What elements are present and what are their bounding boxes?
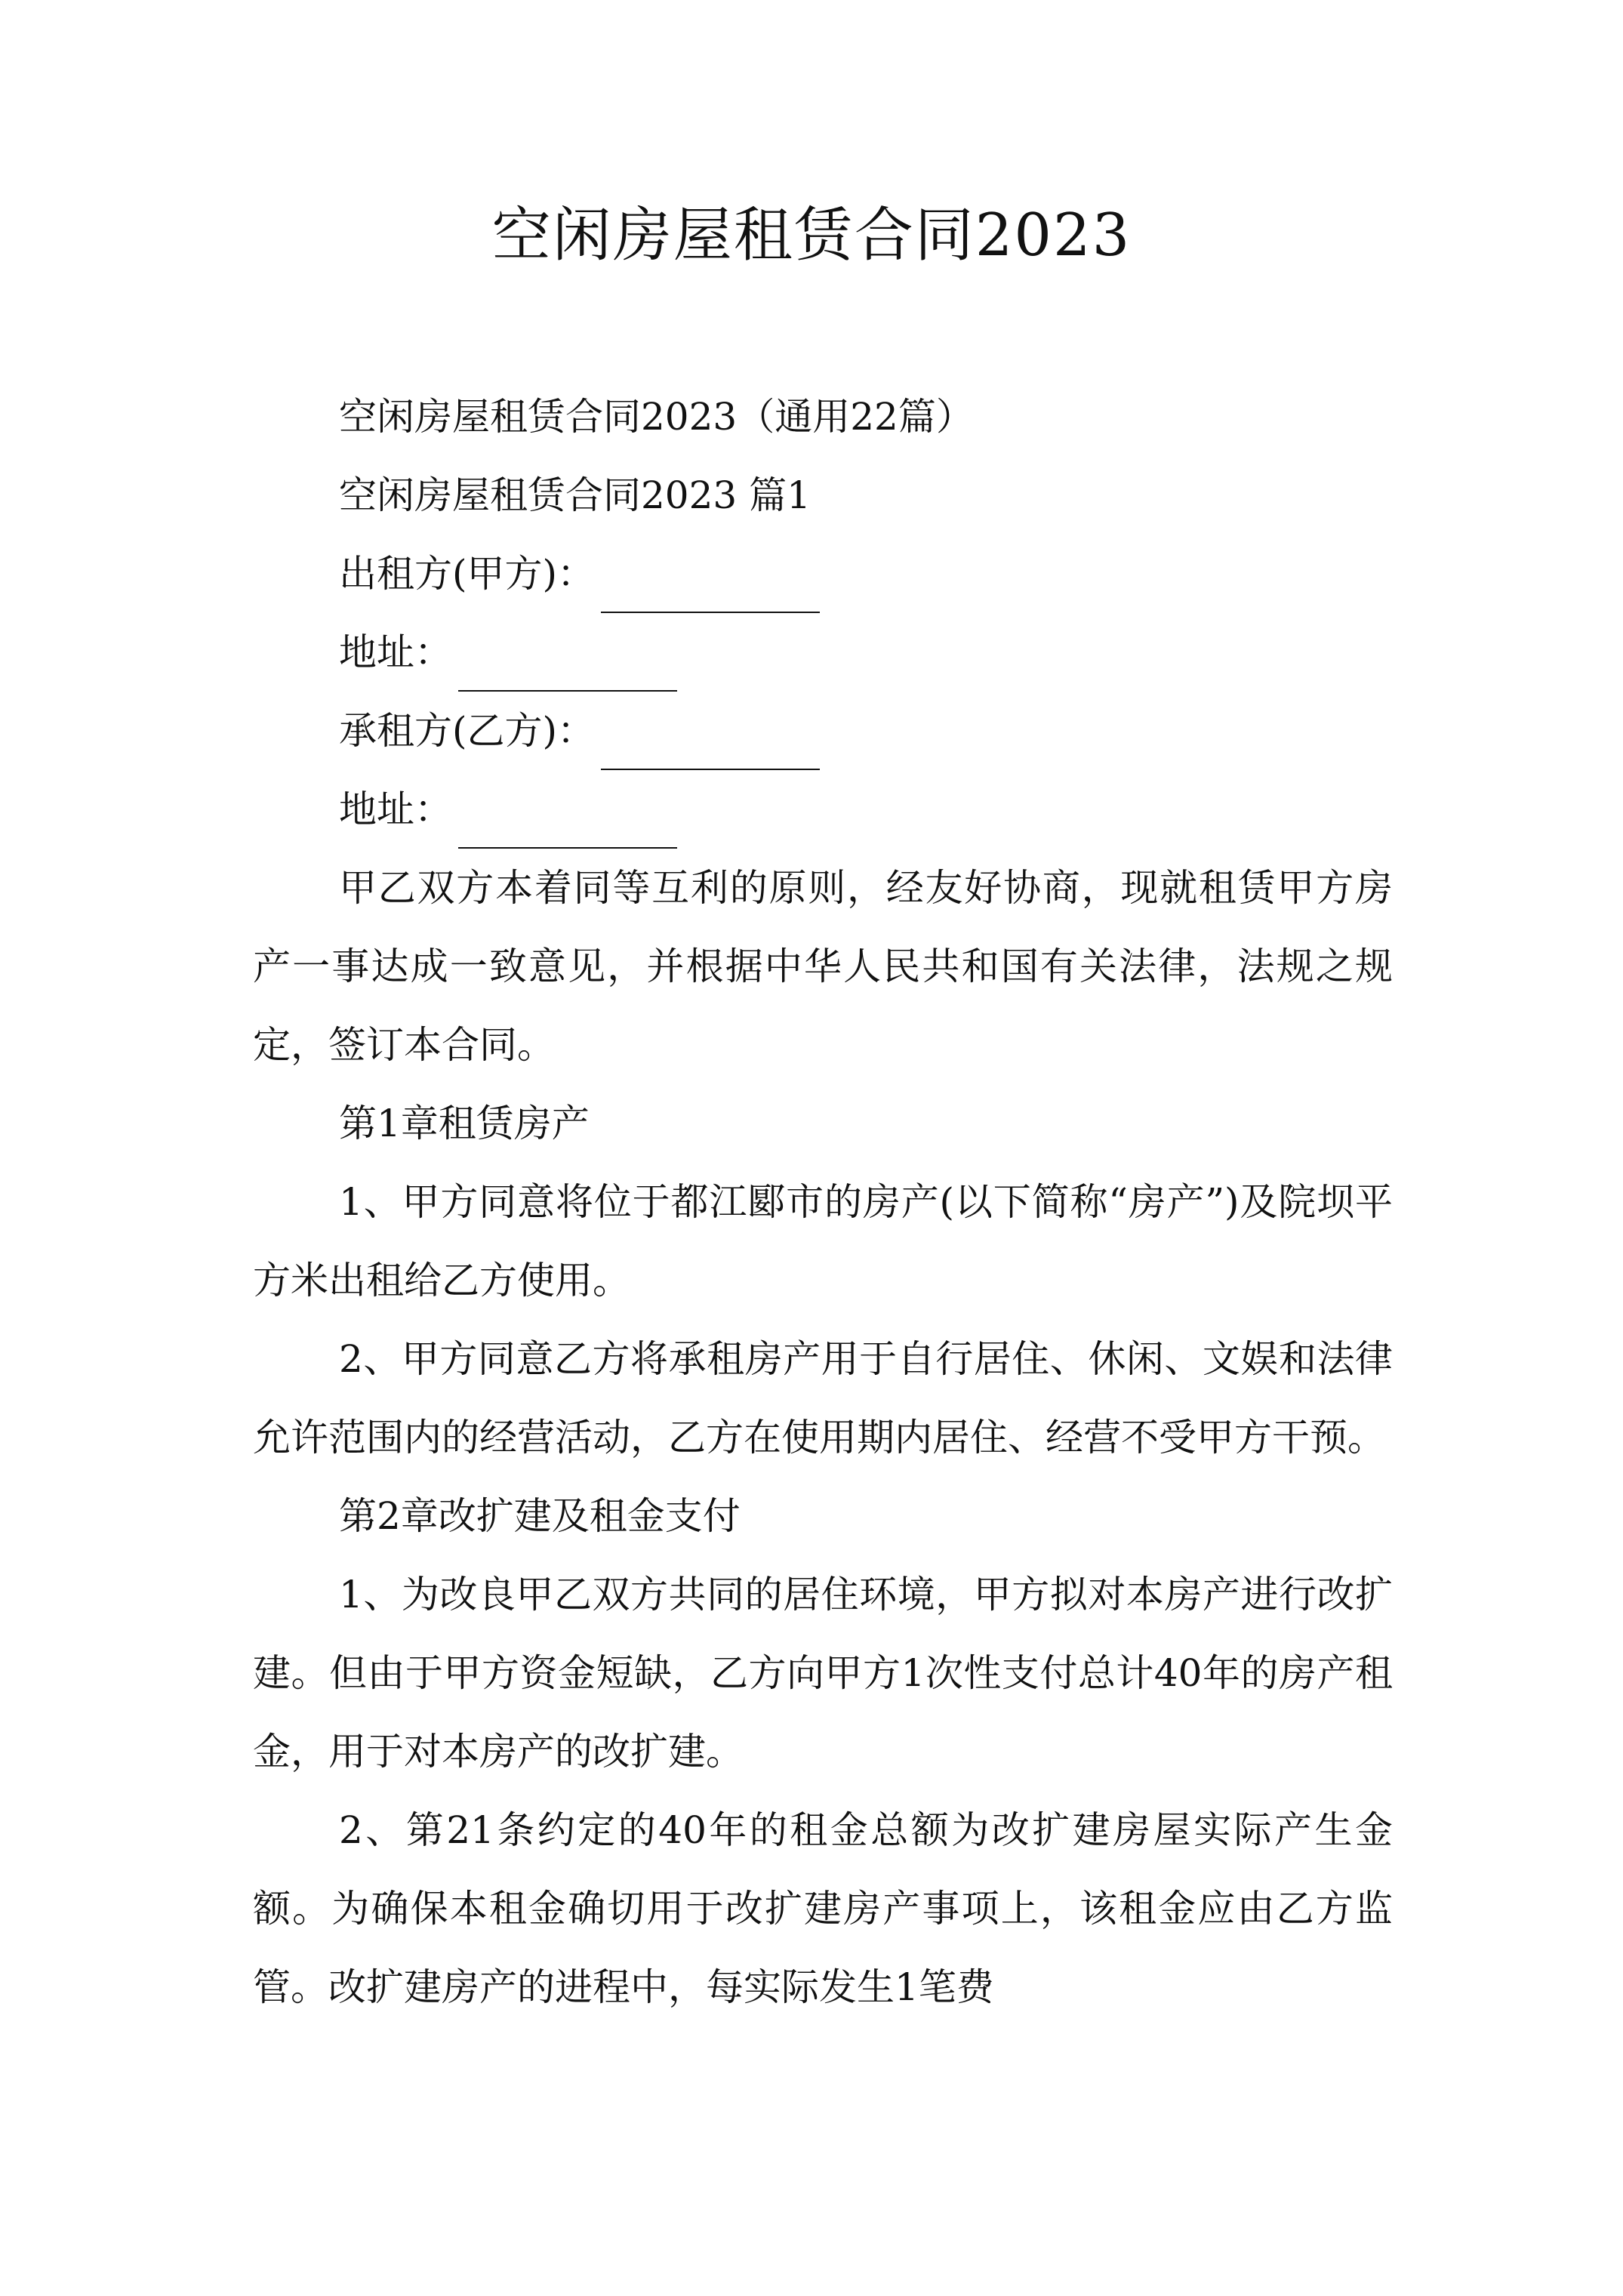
lessor-address-field bbox=[253, 613, 1393, 692]
lessor-blank bbox=[601, 565, 820, 613]
lessor-field bbox=[253, 535, 1393, 613]
chapter-1-heading: 第1章租赁房产 bbox=[339, 1102, 590, 1145]
lessee-address-field bbox=[253, 770, 1393, 849]
chapter-2-clause-1: 1、为改良甲乙双方共同的居住环境，甲方拟对本房产进行改扩建。但由于甲方资金短缺，乙方向甲方1次性支付总计40年的房产租金，用于对本房产的改扩建。 bbox=[253, 1573, 1393, 1774]
intro-paragraph: 甲乙双方本着同等互利的原则，经友好协商，现就租赁甲方房产一事达成一致意见，并根据中华人民共和国有关法律，法规之规定，签订本合同。 bbox=[253, 866, 1393, 1067]
chapter-1-clause-2: 2、甲方同意乙方将承租房产用于自行居住、休闲、文娱和法律允许范围内的经营活动，乙方在使用期内居住、经营不受甲方干预。 bbox=[253, 1337, 1393, 1459]
lessor-address-blank bbox=[458, 643, 677, 692]
lessee-blank bbox=[601, 722, 820, 770]
lessee-label: 承租方(乙方)： bbox=[339, 709, 596, 753]
document-subtitle: 空闲房屋租赁合同2023（通用22篇） bbox=[339, 395, 974, 439]
chapter-2-heading: 第2章改扩建及租金支付 bbox=[339, 1494, 741, 1538]
chapter-1-clause-1: 1、甲方同意将位于都江郾市的房产(以下简称“房产”)及院坝平方米出租给乙方使用。 bbox=[253, 1180, 1393, 1302]
document-body bbox=[253, 378, 1393, 2026]
chapter-2-clause-2: 2、第21条约定的40年的租金总额为改扩建房屋实际产生金额。为确保本租金确切用于改扩建房产事项上，该租金应由乙方监管。改扩建房产的进程中，每实际发生1笔费 bbox=[253, 1808, 1393, 2009]
lessor-label: 出租方(甲方)： bbox=[339, 552, 596, 596]
lessee-address-blank bbox=[458, 800, 677, 849]
part-heading: 空闲房屋租赁合同2023 篇1 bbox=[339, 473, 811, 517]
lessee-field bbox=[253, 692, 1393, 770]
lessor-address-label: 地址： bbox=[339, 630, 452, 674]
lessee-address-label: 地址： bbox=[339, 787, 452, 831]
document-title: 空闲房屋租赁合同2023 bbox=[491, 202, 1132, 270]
